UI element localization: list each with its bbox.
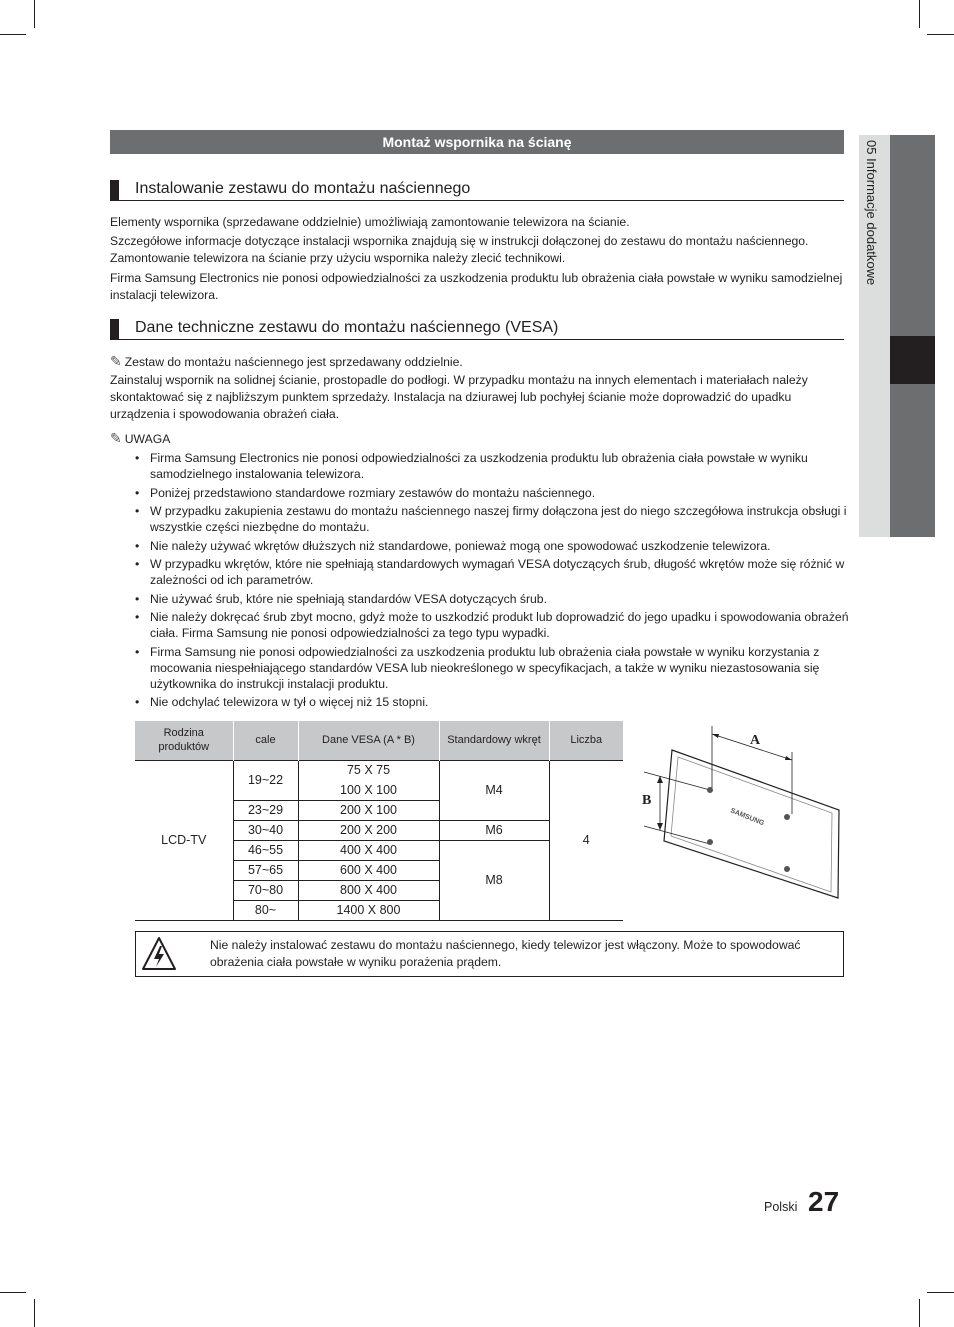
electric-shock-warning-icon xyxy=(140,935,178,973)
mount-hole xyxy=(707,839,713,845)
pencil-note-icon: ✎ xyxy=(110,353,122,369)
crop-mark xyxy=(927,1292,954,1293)
caution-list xyxy=(135,450,850,713)
uwaga-line xyxy=(110,430,846,448)
cell-screw: M4 xyxy=(439,760,549,820)
diagram-brand: SAMSUNG xyxy=(729,807,766,828)
intro-paragraph: Szczegółowe informacje dotyczące instalacji wspornika znajdują się w instrukcji dołączonej do zestawu do montażu naściennego. Zamontowanie telewizora na ścianie przy użyciu wspornika należy zlecić technikowi. xyxy=(110,234,809,265)
header-count: Liczba xyxy=(549,721,623,760)
crop-mark xyxy=(0,34,26,35)
table-header-row xyxy=(135,721,623,760)
cell-inches: 70~80 xyxy=(233,880,298,900)
note-text: Zestaw do montażu naściennego jest sprzedawany oddzielnie. xyxy=(124,355,463,369)
diagram-label-b: B xyxy=(642,793,652,808)
cell-vesa: 200 X 200 xyxy=(298,820,439,840)
crop-mark xyxy=(34,0,35,28)
note-line xyxy=(110,353,846,371)
cell-vesa: 400 X 400 xyxy=(298,840,439,860)
cell-vesa: 600 X 400 xyxy=(298,860,439,880)
cell-screw: M8 xyxy=(439,840,549,920)
install-paragraph: Zainstaluj wspornik na solidnej ścianie, prostopadle do podłogi. W przypadku montażu na innych elementach i materiałach należy skontaktować się z najbliższym punktem sprzedaży. Instalacja na dziurawej lub pochyłej ścianie może doprowadzić do upadku urządzenia i spowodowania obrażeń ciała. xyxy=(110,373,808,421)
header-vesa: Dane VESA (A * B) xyxy=(298,721,439,760)
cell-count: 4 xyxy=(549,760,623,920)
crop-mark xyxy=(919,0,920,28)
cell-vesa: 100 X 100 xyxy=(298,780,439,800)
intro-paragraph: Firma Samsung Electronics nie ponosi odpowiedzialności za uszkodzenia produktu lub obrażenia ciała powstałe w wyniku samodzielnej instalacji telewizora. xyxy=(110,271,843,302)
cell-inches: 23~29 xyxy=(233,800,298,820)
list-item: • Nie należy dokręcać śrub zbyt mocno, gdyż może to uszkodzić produkt lub doprowadzić do jego upadku i spowodowania obrażeń ciała. Firma Samsung nie ponosi odpowiedzialności za tego typu wypadki. xyxy=(135,609,850,641)
mount-hole xyxy=(784,866,790,872)
list-item: • Poniżej przedstawiono standardowe rozmiary zestawów do montażu naściennego. xyxy=(135,485,850,501)
pencil-note-icon: ✎ xyxy=(110,430,122,446)
cell-inches: 19~22 xyxy=(233,760,298,800)
list-item: • Nie odchylać telewizora w tył o więcej niż 15 stopni. xyxy=(135,694,850,710)
list-item: • Nie używać śrub, które nie spełniają standardów VESA dotyczących śrub. xyxy=(135,591,850,607)
header-inches: cale xyxy=(233,721,298,760)
crop-mark xyxy=(34,1299,35,1327)
warning-box xyxy=(135,931,844,977)
page-number: 27 xyxy=(808,1186,840,1217)
heading-vesa-specs: Dane techniczne zestawu do montażu naściennego (VESA) xyxy=(110,318,844,340)
header-screw: Standardowy wkręt xyxy=(439,721,549,760)
diagram-label-a: A xyxy=(750,733,761,748)
cell-inches: 80~ xyxy=(233,900,298,920)
cell-family: LCD-TV xyxy=(135,760,233,920)
uwaga-label: UWAGA xyxy=(124,432,171,446)
list-item: • W przypadku wkrętów, które nie spełniają standardowych wymagań VESA dotyczących śrub, długość wkrętów może się różnić w zależności od ich parametrów. xyxy=(135,556,850,588)
table-row xyxy=(135,760,623,780)
footer-language: Polski xyxy=(764,1200,798,1214)
section-title: Montaż wspornika na ścianę xyxy=(110,130,844,154)
crop-mark xyxy=(919,1299,920,1327)
list-item: • W przypadku zakupienia zestawu do montażu naściennego naszej firmy dołączona jest do niego szczegółowa instrukcja obsługi i wszystkie części niezbędne do montażu. xyxy=(135,503,850,535)
cell-screw: M6 xyxy=(439,820,549,840)
crop-mark xyxy=(0,1292,26,1293)
mount-hole xyxy=(784,814,790,820)
intro-paragraph: Elementy wspornika (sprzedawane oddzielnie) umożliwiają zamontowanie telewizora na ścianie. xyxy=(110,215,630,229)
tv-mount-diagram xyxy=(632,722,847,912)
cell-vesa: 75 X 75 xyxy=(298,760,439,780)
cell-vesa: 800 X 400 xyxy=(298,880,439,900)
cell-inches: 46~55 xyxy=(233,840,298,860)
list-item: • Firma Samsung Electronics nie ponosi odpowiedzialności za uszkodzenia produktu lub obrażenia ciała powstałe w wyniku samodzielnego instalowania telewizora. xyxy=(135,450,850,482)
vesa-table xyxy=(135,721,623,921)
mount-hole xyxy=(707,787,713,793)
cell-vesa: 200 X 100 xyxy=(298,800,439,820)
chapter-label: 05 Informacje dodatkowe xyxy=(864,140,879,286)
list-item: • Nie należy używać wkrętów dłuższych niż standardowe, ponieważ mogą one spowodować uszkodzenie telewizora. xyxy=(135,538,850,554)
side-tab-current xyxy=(890,336,935,384)
warning-text: Nie należy instalować zestawu do montażu naściennego, kiedy telewizor jest włączony. Może to spowodować obrażenia ciała powstałe w wyniku porażenia prądem. xyxy=(210,938,801,969)
header-product-family: Rodzina produktów xyxy=(135,721,233,760)
cell-inches: 57~65 xyxy=(233,860,298,880)
cell-inches: 30~40 xyxy=(233,820,298,840)
crop-mark xyxy=(927,34,954,35)
list-item: • Firma Samsung nie ponosi odpowiedzialności za uszkodzenia produktu lub obrażenia ciała powstałe w wyniku korzystania z mocowania niespełniającego standardów VESA lub nieokreślonego w specyfikacjach, a także w wyniku niezastosowania się użytkownika do instrukcji instalacji produktu. xyxy=(135,644,850,692)
heading-installation: Instalowanie zestawu do montażu naściennego xyxy=(110,179,844,201)
cell-vesa: 1400 X 800 xyxy=(298,900,439,920)
